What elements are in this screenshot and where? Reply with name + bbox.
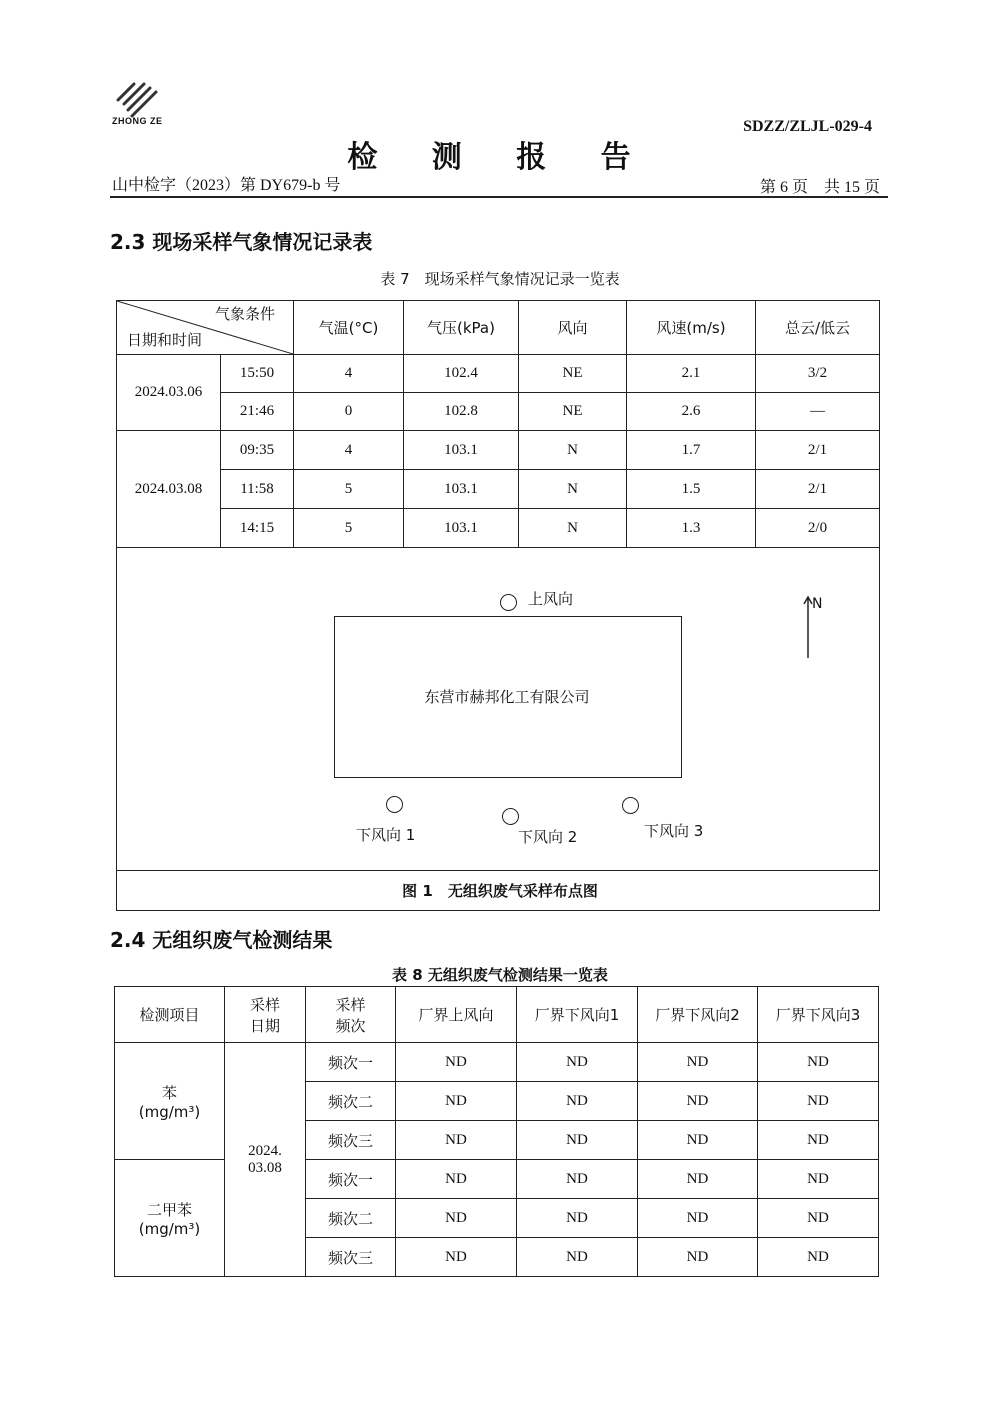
- time-cell: 14:15: [221, 509, 294, 548]
- value-cell: ND: [396, 1043, 517, 1082]
- value-cell: ND: [638, 1199, 758, 1238]
- temp-cell: 4: [294, 355, 404, 393]
- logo-text: ZHONG ZE: [112, 116, 163, 126]
- date-cell: 2024.03.08: [117, 431, 221, 548]
- time-cell: 15:50: [221, 355, 294, 393]
- col-header-date-line1: 采样: [249, 995, 280, 1014]
- freq-cell: 频次一: [306, 1160, 396, 1199]
- value-cell: ND: [758, 1082, 879, 1121]
- temp-cell: 4: [294, 431, 404, 470]
- value-cell: ND: [396, 1082, 517, 1121]
- page-info: 第 6 页 共 15 页: [759, 179, 880, 196]
- cloud-cell: 2/1: [756, 431, 880, 470]
- wind-dir-cell: N: [519, 431, 627, 470]
- report-number: 山中检字（2023）第 DY679-b 号: [112, 177, 341, 194]
- table-8-caption: 表 8 无组织废气检测结果一览表: [392, 966, 608, 984]
- col-header-upwind: 厂界上风向: [396, 987, 517, 1043]
- value-cell: ND: [396, 1160, 517, 1199]
- value-cell: ND: [517, 1082, 638, 1121]
- item-cell: [115, 1160, 225, 1277]
- sample-date-line2: 03.08: [248, 1159, 282, 1176]
- pressure-cell: 103.1: [404, 470, 519, 509]
- col-header-item: 检测项目: [115, 987, 225, 1043]
- table-row: [115, 1043, 879, 1082]
- value-cell: ND: [758, 1043, 879, 1082]
- col-header-temp: 气温(°C): [294, 301, 404, 355]
- col-header-date-line2: 日期: [249, 1016, 280, 1035]
- wind-speed-cell: 1.7: [627, 431, 756, 470]
- value-cell: ND: [638, 1160, 758, 1199]
- sample-date-cell: [225, 1043, 306, 1277]
- item-name: 二甲苯: [146, 1200, 192, 1219]
- table-7-caption: 表 7 现场采样气象情况记录一览表: [380, 270, 620, 288]
- upwind-point-icon: [500, 594, 517, 611]
- diagonal-header-cell: [117, 301, 294, 355]
- wind-dir-cell: N: [519, 470, 627, 509]
- downwind-point-3-icon: [622, 797, 639, 814]
- freq-cell: 频次二: [306, 1082, 396, 1121]
- value-cell: ND: [396, 1238, 517, 1277]
- table-row: [117, 355, 880, 393]
- item-unit: (mg/m³): [138, 1219, 201, 1238]
- north-label: N: [812, 596, 823, 612]
- time-cell: 09:35: [221, 431, 294, 470]
- time-cell: 21:46: [221, 393, 294, 431]
- cloud-cell: 2/0: [756, 509, 880, 548]
- freq-cell: 频次二: [306, 1199, 396, 1238]
- company-name: 东营市赫邦化工有限公司: [424, 688, 590, 706]
- wind-speed-cell: 2.6: [627, 393, 756, 431]
- weather-table: [116, 300, 880, 548]
- freq-cell: 频次一: [306, 1043, 396, 1082]
- col-header-pressure: 气压(kPa): [404, 301, 519, 355]
- temp-cell: 5: [294, 509, 404, 548]
- value-cell: ND: [517, 1238, 638, 1277]
- cloud-cell: —: [756, 393, 880, 431]
- col-header-downwind-2: 厂界下风向2: [638, 987, 758, 1043]
- value-cell: ND: [758, 1238, 879, 1277]
- value-cell: ND: [758, 1121, 879, 1160]
- value-cell: ND: [396, 1199, 517, 1238]
- cloud-cell: 2/1: [756, 470, 880, 509]
- col-header-downwind-1: 厂界下风向1: [517, 987, 638, 1043]
- freq-cell: 频次三: [306, 1121, 396, 1160]
- freq-cell: 频次三: [306, 1238, 396, 1277]
- value-cell: ND: [638, 1043, 758, 1082]
- downwind-point-2-icon: [502, 808, 519, 825]
- pressure-cell: 103.1: [404, 431, 519, 470]
- table-row: [117, 509, 880, 548]
- value-cell: ND: [638, 1121, 758, 1160]
- pressure-cell: 103.1: [404, 509, 519, 548]
- pressure-cell: 102.8: [404, 393, 519, 431]
- col-header-freq: [306, 987, 396, 1043]
- col-header-freq-line2: 频次: [335, 1016, 366, 1035]
- wind-speed-cell: 2.1: [627, 355, 756, 393]
- wind-dir-cell: NE: [519, 355, 627, 393]
- col-header-wind-dir: 风向: [519, 301, 627, 355]
- header-datetime: 日期和时间: [127, 331, 203, 349]
- col-header-wind-speed: 风速(m/s): [627, 301, 756, 355]
- value-cell: ND: [396, 1121, 517, 1160]
- upwind-label: 上风向: [528, 590, 574, 608]
- temp-cell: 0: [294, 393, 404, 431]
- table-row: [117, 393, 880, 431]
- wind-dir-cell: NE: [519, 393, 627, 431]
- time-cell: 11:58: [221, 470, 294, 509]
- item-cell: [115, 1043, 225, 1160]
- results-table: [114, 986, 879, 1277]
- pressure-cell: 102.4: [404, 355, 519, 393]
- value-cell: ND: [517, 1121, 638, 1160]
- value-cell: ND: [517, 1199, 638, 1238]
- wind-speed-cell: 1.3: [627, 509, 756, 548]
- section-heading-2-3: 2.3 现场采样气象情况记录表: [110, 230, 373, 254]
- item-name: 苯: [161, 1083, 177, 1102]
- value-cell: ND: [517, 1043, 638, 1082]
- page-title: 检 测 报 告: [347, 140, 653, 175]
- downwind-3-label: 下风向 3: [644, 822, 704, 840]
- value-cell: ND: [638, 1238, 758, 1277]
- wind-dir-cell: N: [519, 509, 627, 548]
- value-cell: ND: [758, 1199, 879, 1238]
- cloud-cell: 3/2: [756, 355, 880, 393]
- date-cell: 2024.03.06: [117, 355, 221, 431]
- section-heading-2-4: 2.4 无组织废气检测结果: [110, 928, 333, 952]
- downwind-2-label: 下风向 2: [518, 828, 578, 846]
- header-divider: [110, 196, 888, 198]
- value-cell: ND: [638, 1082, 758, 1121]
- downwind-1-label: 下风向 1: [356, 826, 416, 844]
- value-cell: ND: [758, 1160, 879, 1199]
- figure-caption-divider: [116, 870, 878, 871]
- col-header-downwind-3: 厂界下风向3: [758, 987, 879, 1043]
- temp-cell: 5: [294, 470, 404, 509]
- header-condition: 气象条件: [214, 305, 275, 323]
- sample-date-line1: 2024.: [248, 1142, 282, 1159]
- item-unit: (mg/m³): [138, 1102, 201, 1121]
- figure-1-caption: 图 1 无组织废气采样布点图: [402, 882, 598, 900]
- col-header-cloud: 总云/低云: [756, 301, 880, 355]
- table-row: [117, 470, 880, 509]
- col-header-date: [225, 987, 306, 1043]
- downwind-point-1-icon: [386, 796, 403, 813]
- wind-speed-cell: 1.5: [627, 470, 756, 509]
- document-code: SDZZ/ZLJL-029-4: [743, 118, 872, 135]
- table-row: [117, 431, 880, 470]
- col-header-freq-line1: 采样: [335, 995, 366, 1014]
- value-cell: ND: [517, 1160, 638, 1199]
